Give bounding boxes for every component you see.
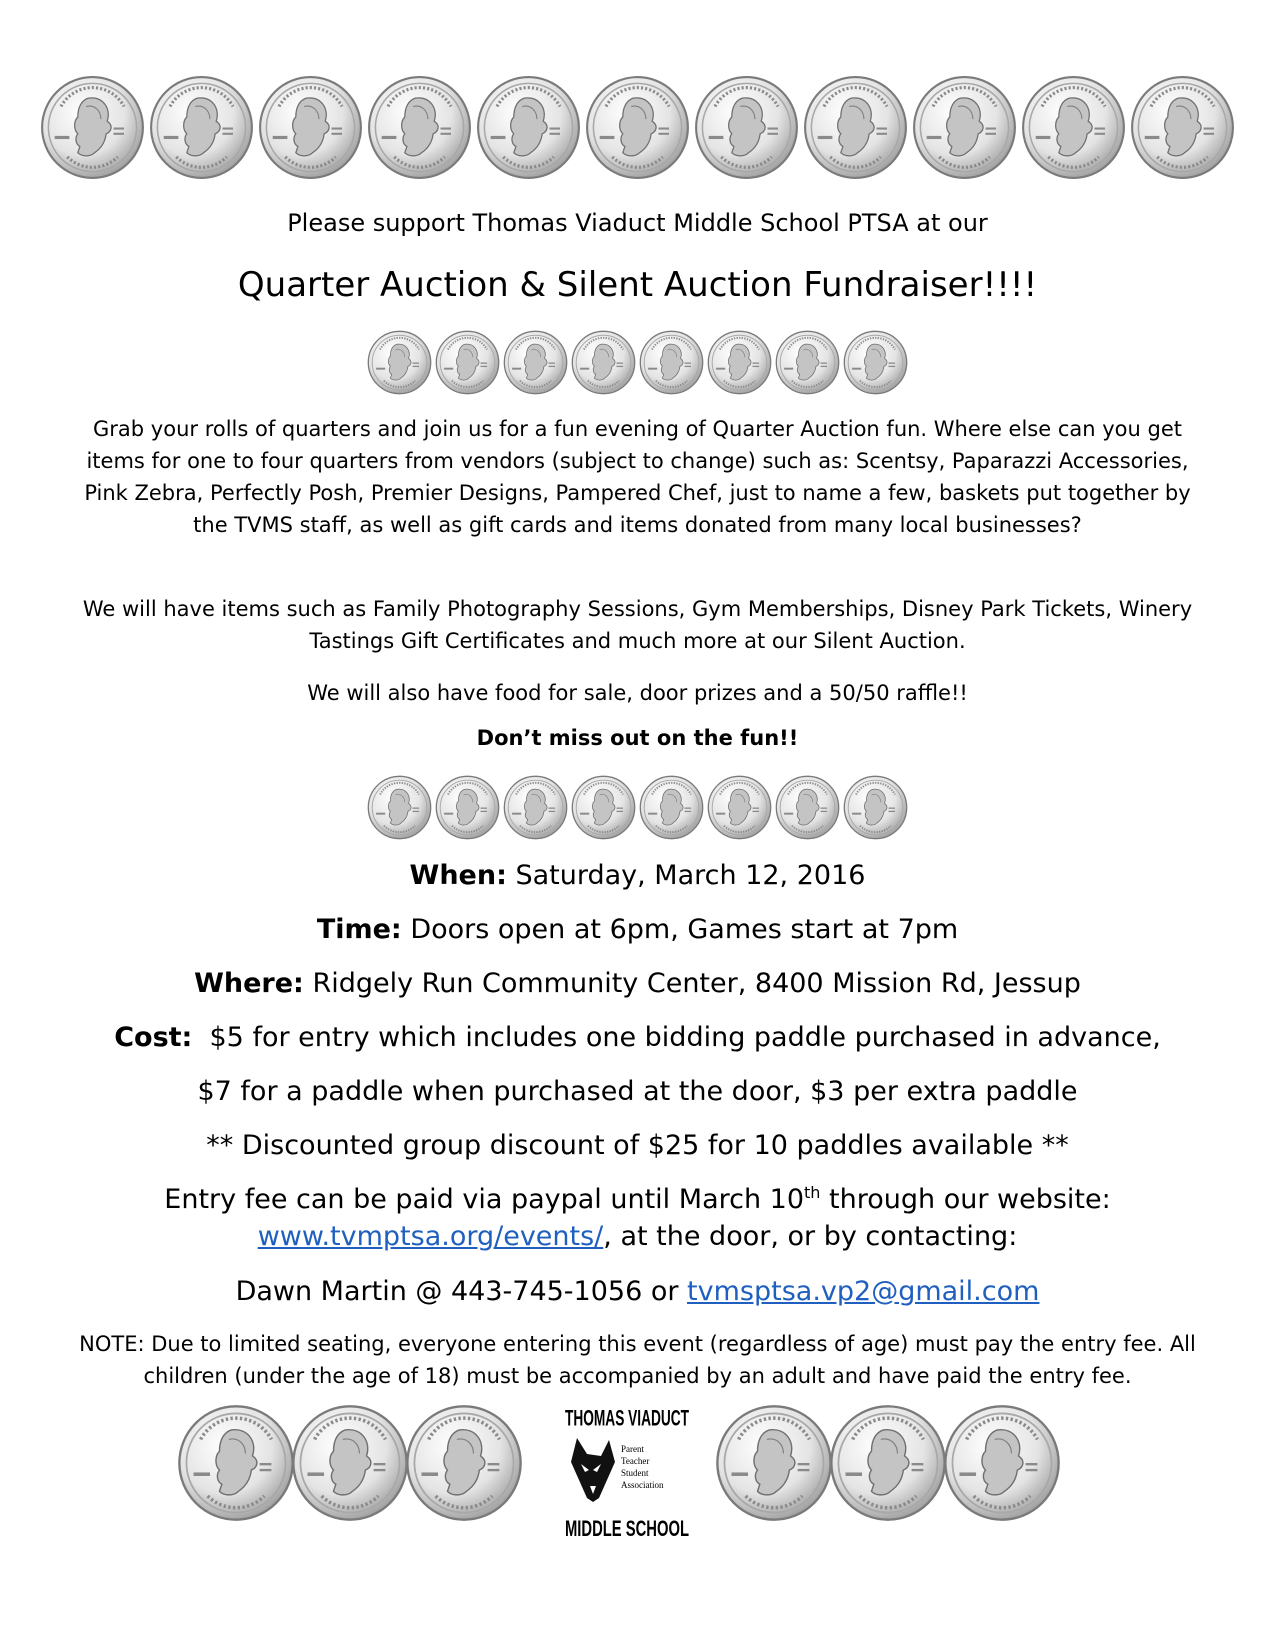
logo-acronym-student: Student [621,1468,649,1478]
quarter-dollar-icon [367,330,432,395]
wolf-icon [571,1438,615,1502]
payment-text-after: through our website: [820,1184,1111,1215]
contact-line [0,1276,1275,1307]
event-location [0,968,1275,999]
quarter-dollar-icon [639,330,704,395]
event-time [0,914,1275,945]
quarter-dollar-icon [435,775,500,840]
quarter-dollar-icon [503,775,568,840]
cost-value: $5 for entry which includes one bidding paddle purchased in advance, [192,1022,1161,1053]
logo-bottom-text: MIDDLE SCHOOL [565,1516,689,1542]
quarter-dollar-icon [694,75,799,180]
logo-acronym-parent: Parent [621,1444,644,1454]
when-label: When: [409,860,507,891]
event-date [0,860,1275,891]
quarter-dollar-icon [40,75,145,180]
logo-acronym-teacher: Teacher [621,1456,650,1466]
quarter-dollar-icon [707,775,772,840]
school-logo [557,1402,697,1542]
quarter-dollar-icon [775,775,840,840]
event-cost [0,1022,1275,1053]
group-discount-text: ** Discounted group discount of $25 for 10 paddles available ** [206,1130,1069,1161]
payment-text [0,1184,1275,1215]
quarter-dollar-icon [571,775,636,840]
quarter-dollar-icon [943,1404,1061,1522]
payment-website-line [0,1221,1275,1252]
quarter-dollar-icon [843,775,908,840]
description-paragraph: Grab your rolls of quarters and join us for a fun evening of Quarter Auction fun. Where else can you get items for one to four quarters from vendors (subject to change) such as: Scentsy, Paparazzi Accessories, Pink Zebra, Perfectly Posh, Premier Designs, Pampered Chef, just to name a few, baskets put together by the TVMS staff, as well as gift cards and items donated from many local businesses? [84,417,1191,537]
when-value: Saturday, March 12, 2016 [506,860,866,891]
coin-row-1 [0,330,1275,395]
quarter-dollar-icon [367,775,432,840]
payment-superscript: th [804,1183,821,1202]
payment-text-before: Entry fee can be paid via paypal until March 10 [164,1184,805,1215]
quarter-dollar-icon [367,75,472,180]
cost-door-text: $7 for a paddle when purchased at the door, $3 per extra paddle [197,1076,1078,1107]
quarter-dollar-icon [503,330,568,395]
quarter-dollar-icon [585,75,690,180]
quarter-dollar-icon [639,775,704,840]
quarter-dollar-icon [707,330,772,395]
intro-text: Please support Thomas Viaduct Middle School PTSA at our [287,209,988,237]
quarter-dollar-icon [571,330,636,395]
cost-label: Cost: [114,1022,193,1053]
note-text: NOTE: Due to limited seating, everyone entering this event (regardless of age) must pay the entry fee. All children (under the age of 18) must be accompanied by an adult and have paid the entry fee. [79,1332,1196,1388]
website-link[interactable]: www.tvmptsa.org/events/ [257,1221,604,1252]
top-coin-row [0,75,1275,180]
dont-miss-text: Don’t miss out on the fun!! [476,726,799,750]
time-label: Time: [316,914,402,945]
quarter-dollar-icon [149,75,254,180]
quarter-dollar-icon [1021,75,1126,180]
quarter-dollar-icon [1130,75,1235,180]
where-label: Where: [194,968,304,999]
email-link[interactable]: tvmsptsa.vp2@gmail.com [687,1276,1040,1307]
time-value: Doors open at 6pm, Games start at 7pm [401,914,959,945]
coin-row-2 [0,775,1275,840]
quarter-dollar-icon [715,1404,833,1522]
food-raffle-paragraph: We will also have food for sale, door prizes and a 50/50 raffle!! [307,681,968,705]
quarter-dollar-icon [775,330,840,395]
logo-top-text: THOMAS VIADUCT [565,1406,689,1432]
contact-text: Dawn Martin @ 443-745-1056 or [235,1276,688,1307]
quarter-dollar-icon [291,1404,409,1522]
quarter-dollar-icon [258,75,363,180]
logo-acronym-association: Association [621,1480,664,1490]
quarter-dollar-icon [803,75,908,180]
quarter-dollar-icon [843,330,908,395]
payment-link-suffix: , at the door, or by contacting: [603,1221,1018,1252]
quarter-dollar-icon [177,1404,295,1522]
quarter-dollar-icon [435,330,500,395]
page-title: Quarter Auction & Silent Auction Fundraiser!!!! [237,265,1038,305]
quarter-dollar-icon [405,1404,523,1522]
quarter-dollar-icon [476,75,581,180]
silent-auction-paragraph: We will have items such as Family Photography Sessions, Gym Memberships, Disney Park Tickets, Winery Tastings Gift Certificates and much more at our Silent Auction. [82,597,1193,653]
quarter-dollar-icon [912,75,1017,180]
where-value: Ridgely Run Community Center, 8400 Mission Rd, Jessup [303,968,1081,999]
quarter-dollar-icon [829,1404,947,1522]
